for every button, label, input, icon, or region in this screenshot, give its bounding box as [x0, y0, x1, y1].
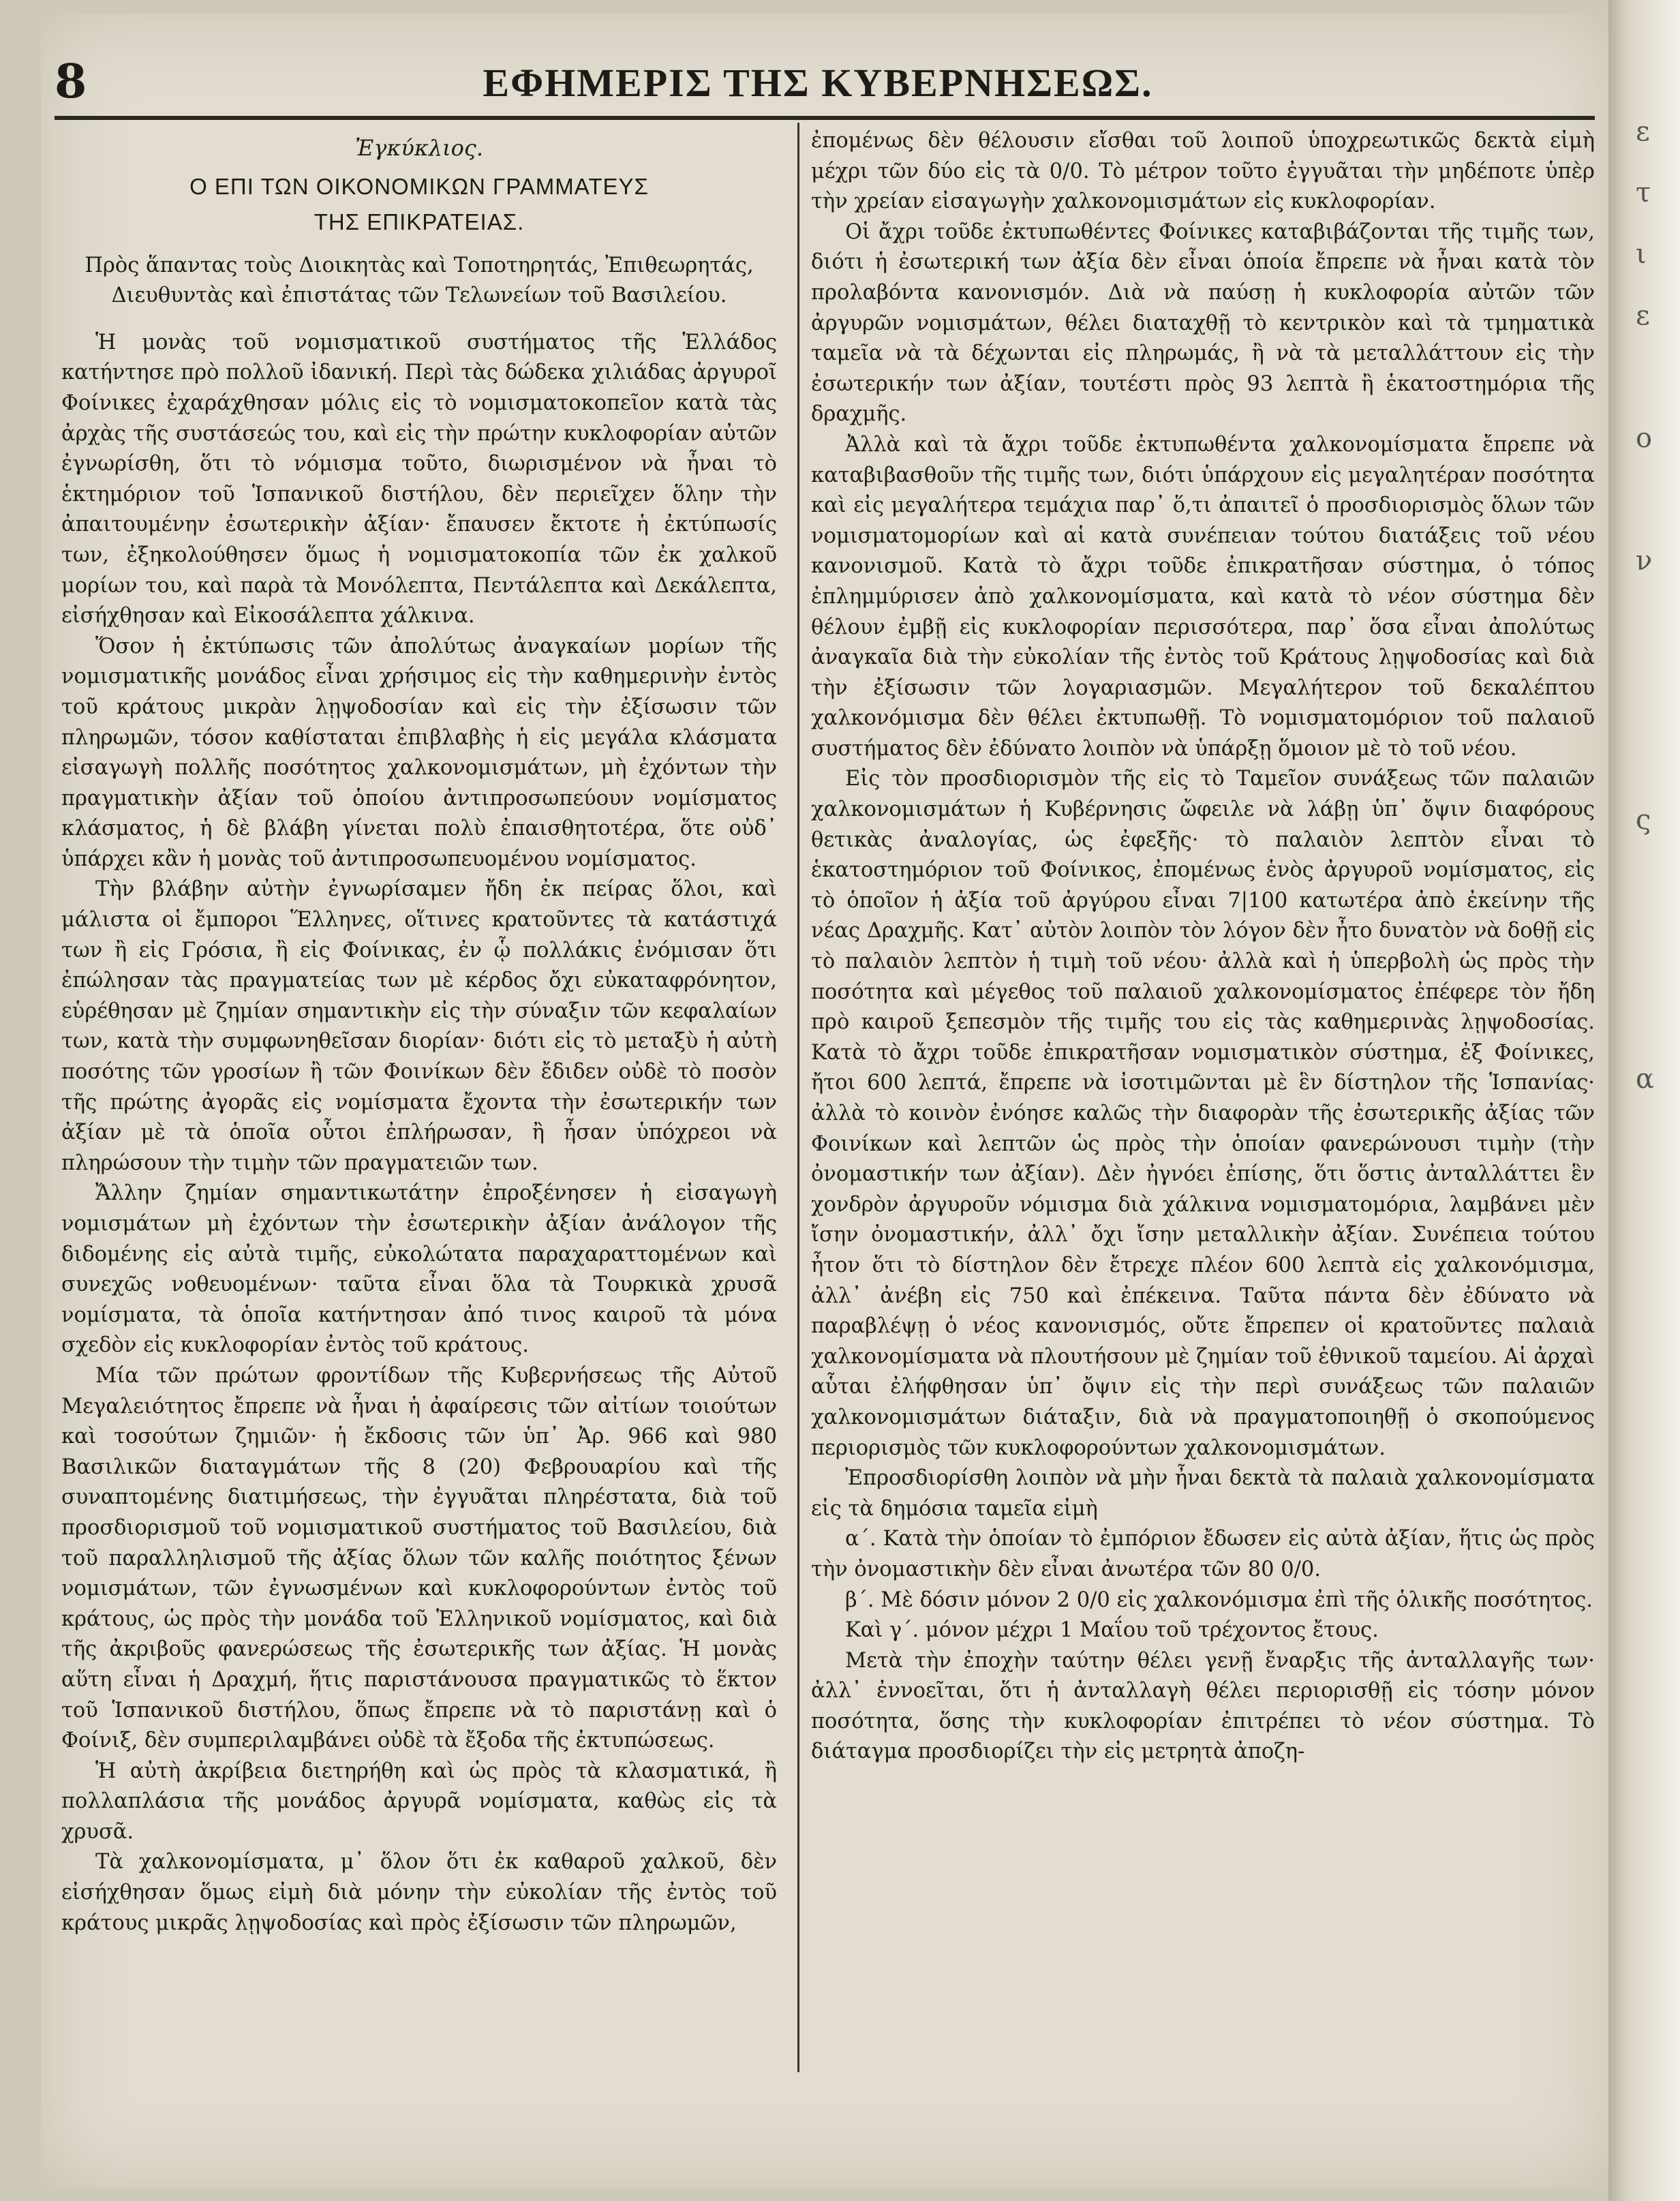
page-number: 8: [55, 55, 87, 109]
heading-line-1: Ο ΕΠΙ ΤΩΝ ΟΙΚΟΝΟΜΙΚΩΝ ΓΡΑΜΜΑΤΕΥΣ: [189, 173, 649, 199]
header-rule: [55, 116, 1595, 120]
paragraph: Τὴν βλάβην αὐτὴν ἐγνωρίσαμεν ἤδη ἐκ πείρας ὅλοι, καὶ μάλιστα οἱ ἔμποροι Ἕλληνες, οἵτινες κρατοῦντες τὰ κατάστιχά των ἢ εἰς Γρόσια, ἢ εἰς Φοίνικας, ἐν ᾧ πολλάκις ἐνόμισαν ὅτι ἐπώλησαν τὰς πραγματείας των μὲ κέρδος ὄχι εὐκαταφρόνητον, εὑρέθησαν μὲ ζημίαν σημαντικὴν εἰς τὴν σύναξιν τῶν κεφαλαίων των, κατὰ τὴν συμφωνηθεῖσαν διορίαν· διότι εἰς τὸ μεταξὺ ἡ αὐτὴ ποσότης τῶν γροσίων ἢ τῶν Φοινίκων δὲν ἔδιδεν οὐδὲ τὸ ποσὸν τῆς πρώτης ἀγορᾶς εἰς νομίσματα ἔχοντα τὴν ἐσωτερικήν των ἀξίαν μὲ τὰ ὁποῖα οὗτοι ἐπλήρωσαν, ἢ ἦσαν ὑπόχρεοι νὰ πληρώσουν τὴν τιμὴν τῶν πραγματειῶν των.: [61, 877, 777, 1175]
margin-char: ς: [1636, 804, 1651, 836]
paragraph: Ἡ μονὰς τοῦ νομισματικοῦ συστήματος τῆς Ἑλλάδος κατήντησε πρὸ πολλοῦ ἰδανική. Περὶ τὰς δώδεκα χιλιάδας ἀργυροῖ Φοίνικες ἐχαράχθησαν μόλις εἰς τὸ νομισματοκοπεῖον κατὰ τὰς ἀρχὰς τῆς συστάσεώς του, καὶ εἰς τὴν πρώτην κυκλοφορίαν αὐτῶν ἐγνωρίσθη, ὅτι τὸ νόμισμα τοῦτο, διωρισμένον νὰ ἦναι τὸ ἑκτημόριον τοῦ Ἱσπανικοῦ διστήλου, δὲν περιεῖχεν ὅλην τὴν ἀπαιτουμένην ἐσωτερικὴν ἀξίαν· ἔπαυσεν ἔκτοτε ἡ ἐκτύπωσίς των, ἐξηκολούθησεν ὅμως ἡ νομισματοκοπία τῶν ἐκ χαλκοῦ μορίων του, καὶ παρὰ τὰ Μονόλεπτα, Πεντάλεπτα καὶ Δεκάλεπτα, εἰσήχθησαν καὶ Εἰκοσάλεπτα χάλκινα.: [61, 330, 777, 628]
list-item: Καὶ γ΄. μόνον μέχρι 1 Μαΐου τοῦ τρέχοντος ἔτους.: [845, 1618, 1379, 1643]
newspaper-title: ΕΦΗΜΕΡΙΣ ΤΗΣ ΚΥΒΕΡΝΗΣΕΩΣ.: [483, 61, 1153, 105]
paragraph: Εἰς τὸν προσδιορισμὸν τῆς εἰς τὸ Ταμεῖον συνάξεως τῶν παλαιῶν χαλκονομισμάτων ἡ Κυβέρνησις ὤφειλε νὰ λάβῃ ὑπ᾽ ὄψιν διαφόρους θετικὰς ἀναλογίας, ὡς ἐφεξῆς· τὸ παλαιὸν λεπτὸν εἶναι τὸ ἑκατοστημόριον τοῦ Φοίνικος, ἐπομένως ἑνὸς ἀργυροῦ νομίσματος, εἰς τὸ ὁποῖον ἡ ἀξία τοῦ ἀργύρου εἶναι 7|100 κατωτέρα ἀπὸ ἐκείνην τῆς νέας Δραχμῆς. Κατ᾽ αὐτὸν λοιπὸν τὸν λόγον δὲν ἦτο δυνατὸν νὰ δοθῇ εἰς τὸ παλαιὸν λεπτὸν ἡ τιμὴ τοῦ νέου· ἀλλὰ καὶ ἡ ὑπερβολὴ ὡς πρὸς τὴν ποσότητα καὶ μέγεθος τοῦ παλαιοῦ χαλκονομίσματος ἐπέφερε τὸν ἤδη πρὸ καιροῦ ξεπεσμὸν τῆς τιμῆς του εἰς τὰς καθημερινὰς λῃψοδοσίας. Κατὰ τὸ ἄχρι τοῦδε ἐπικρατῆσαν νομισματικὸν σύστημα, ἐξ Φοίνικες, ἤτοι 600 λεπτά, ἔπρεπε νὰ ἰσοτιμῶνται μὲ ἓν δίστηλον τῆς Ἱσπανίας· ἀλλὰ τὸ κοινὸν ἐνόησε καλῶς τὴν διαφορὰν τῆς ἐσωτερικῆς ἀξίας τῶν Φοινίκων καὶ λεπτῶν ὡς πρὸς τὴν ὁποίαν φανερώνουσι τιμὴν (τὴν ὀνομαστικήν των ἀξίαν). Δὲν ἠγνόει ἐπίσης, ὅτι ὅστις ἀνταλλάττει ἓν χονδρὸν ἀργυροῦν νόμισμα διὰ χάλκινα νομισματομόρια, λαμβάνει μὲν ἴσην ὀνομαστικήν, ἀλλ᾽ ὄχι ἴσην μεταλλικὴν ἀξίαν. Συνέπεια τούτου ἦτον ὅτι τὸ δίστηλον δὲν ἔτρεχε πλέον 600 λεπτὰ εἰς χαλκονόμισμα, ἀλλ᾽ ἀνέβη εἰς 750 καὶ ἐπέκεινα. Ταῦτα πάντα δὲν ἐδύνατο νὰ παραβλέψῃ ὁ νέος κανονισμός, οὔτε ἔπρεπεν οἱ κρατοῦντες παλαιὰ χαλκονομίσματα νὰ πλουτήσουν μὲ ζημίαν τοῦ ἐθνικοῦ ταμείου. Αἱ ἀρχαὶ αὗται ἐλήφθησαν ὑπ᾽ ὄψιν εἰς τὴν περὶ συνάξεως τῶν παλαιῶν χαλκονομισμάτων διάταξιν, διὰ νὰ πραγματοποιηθῇ ὁ σκοπούμενος περιορισμὸς τῶν κυκλοφορούντων χαλκονομισμάτων.: [811, 767, 1595, 1460]
margin-char: ο: [1636, 423, 1653, 454]
newspaper-page: [41, 14, 1608, 2187]
list-item: α΄. Κατὰ τὴν ὁποίαν τὸ ἐμπόριον ἔδωσεν εἰς αὐτὰ ἀξίαν, ἥτις ὡς πρὸς τὴν ὀνομαστικὴν δὲν εἶναι ἀνωτέρα τῶν 80 0/0.: [811, 1527, 1595, 1581]
list-item: β΄. Μὲ δόσιν μόνον 2 0/0 εἰς χαλκονόμισμα ἐπὶ τῆς ὁλικῆς ποσότητος.: [845, 1588, 1593, 1612]
address-line: Πρὸς ἅπαντας τοὺς Διοικητὰς καὶ Τοποτηρητάς, Ἐπιθεωρητάς, Διευθυντὰς καὶ ἐπιστάτας τῶν Τελωνείων τοῦ Βασιλείου.: [85, 253, 754, 308]
paragraph: Μετὰ τὴν ἐποχὴν ταύτην θέλει γενῇ ἔναρξις τῆς ἀνταλλαγῆς των· ἀλλ᾽ ἐννοεῖται, ὅτι ἡ ἀνταλλαγὴ θέλει περιορισθῇ εἰς τόσην μόνον ποσότητα, ὅσης τὴν κυκλοφορίαν ἐπιτρέπει τὸ νέον σύστημα. Τὸ διάταγμα προσδιορίζει τὴν εἰς μετρητὰ ἀποζη-: [811, 1648, 1595, 1764]
margin-char: ε: [1636, 116, 1650, 147]
column-divider: [797, 123, 799, 2072]
margin-char: ε: [1636, 300, 1650, 331]
paragraph: Ἀλλὰ καὶ τὰ ἄχρι τοῦδε ἐκτυπωθέντα χαλκονομίσματα ἔπρεπε νὰ καταβιβασθοῦν τῆς τιμῆς των, διότι ὑπάρχουν εἰς μεγαλητέραν ποσότητα καὶ εἰς μεγαλήτερα τεμάχια παρ᾽ ὅ,τι ἀπαιτεῖ ὁ προσδιορισμὸς ὅλων τῶν νομισματομορίων καὶ αἱ κατὰ συνέπειαν τούτου διατάξεις τοῦ νέου κανονισμοῦ. Κατὰ τὸ ἄχρι τοῦδε ἐπικρατῆσαν σύστημα, ὁ τόπος ἐπλημμύρισεν ἀπὸ χαλκονομίσματα, καὶ κατὰ τὸ νέον σύστημα δὲν θέλουν ἐμβῇ εἰς κυκλοφορίαν περισσότερα, παρ᾽ ὅσα εἶναι ἀπολύτως ἀναγκαῖα διὰ τὴν εὐκολίαν τῆς ἐντὸς τοῦ Κράτους λῃψοδοσίας καὶ διὰ τὴν ἐξίσωσιν τῶν λογαριασμῶν. Μεγαλήτερον τοῦ δεκαλέπτου χαλκονόμισμα δὲν θέλει ἐκτυπωθῇ. Τὸ νομισματομόριον τοῦ παλαιοῦ συστήματος δὲν ἐδύνατο λοιπὸν νὰ ὑπάρξῃ ὅμοιον μὲ τὸ τοῦ νέου.: [811, 432, 1595, 761]
margin-char: ν: [1636, 545, 1653, 577]
paragraph: Μία τῶν πρώτων φροντίδων τῆς Κυβερνήσεως τῆς Αὐτοῦ Μεγαλειότητος ἔπρεπε νὰ ἦναι ἡ ἀφαίρεσις τῶν αἰτίων τοιούτων καὶ τοσούτων ζημιῶν· ἡ ἔκδοσις τῶν ὑπ᾽ Ἀρ. 966 καὶ 980 Βασιλικῶν διαταγμάτων τῆς 8 (20) Φεβρουαρίου καὶ τῆς συναπτομένης διατιμήσεως, τὴν ἐγγυᾶται πληρέστατα, διὰ τοῦ προσδιορισμοῦ τοῦ νομισματικοῦ συστήματος τοῦ Βασιλείου, διὰ τοῦ παραλληλισμοῦ τῆς ἀξίας ὅλων τῶν καλῆς ποιότητος ξένων νομισμάτων, τῶν ἐγνωσμένων καὶ κυκλοφορούντων ἐντὸς τοῦ κράτους, ὡς πρὸς τὴν μονάδα τοῦ Ἑλληνικοῦ νομίσματος, καὶ διὰ τῆς ἀκριβοῦς φανερώσεως τῆς ἐσωτερικῆς των ἀξίας. Ἡ μονὰς αὕτη εἶναι ἡ Δραχμή, ἥτις παριστάνουσα πραγματικῶς τὸ ἕκτον τοῦ Ἱσπανικοῦ διστήλου, ὅπως ἔπρεπε νὰ τὸ παριστάνῃ καὶ ὁ Φοίνιξ, δὲν συμπεριλαμβάνει οὐδὲ τὰ ἔξοδα τῆς ἐκτυπώσεως.: [61, 1363, 777, 1753]
circular-label: Ἐγκύκλιος.: [354, 135, 484, 161]
paragraph: Οἱ ἄχρι τοῦδε ἐκτυπωθέντες Φοίνικες καταβιβάζονται τῆς τιμῆς των, διότι ἡ ἐσωτερική των ἀξία δὲν εἶναι ὁποία ἔπρεπε νὰ ἦναι κατὰ τὸν προλαβόντα κανονισμόν. Διὰ νὰ παύσῃ ἡ κυκλοφορία αὐτῶν τῶν ἀργυρῶν νομισμάτων, θέλει διαταχθῇ τὸ κεντρικὸν καὶ τὰ τμηματικὰ ταμεῖα νὰ τὰ δέχωνται εἰς πληρωμάς, ἢ νὰ τὰ μεταλλάττουν εἰς τὴν ἐσωτερικήν των ἀξίαν, τουτέστι πρὸς 93 λεπτὰ ἢ ἑκατοστημόρια τῆς δραχμῆς.: [811, 219, 1595, 427]
right-column: [811, 126, 1595, 1767]
paragraph: ἐπομένως δὲν θέλουσιν εἴσθαι τοῦ λοιποῦ ὑποχρεωτικῶς δεκτὰ εἰμὴ μέχρι τῶν δύο εἰς τὰ 0/0. Τὸ μέτρον τοῦτο ἐγγυᾶται τὴν μηδέποτε ὑπὲρ τὴν χρείαν εἰσαγωγὴν χαλκονομισμάτων εἰς κυκλοφορίαν.: [811, 129, 1595, 214]
margin-char: α: [1636, 1063, 1655, 1095]
next-page-edge: [1608, 0, 1680, 2201]
page-header: [41, 41, 1608, 116]
left-column: [61, 126, 777, 1939]
heading-line-2: ΤΗΣ ΕΠΙΚΡΑΤΕΙΑΣ.: [314, 209, 525, 234]
margin-char: ι: [1636, 239, 1647, 270]
paragraph: Ἐπροσδιορίσθη λοιπὸν νὰ μὴν ἦναι δεκτὰ τὰ παλαιὰ χαλκονομίσματα εἰς τὰ δημόσια ταμεῖα εἰμὴ: [811, 1466, 1595, 1521]
margin-char: τ: [1636, 177, 1651, 209]
paragraph: Τὰ χαλκονομίσματα, μ᾽ ὅλον ὅτι ἐκ καθαροῦ χαλκοῦ, δὲν εἰσήχθησαν ὅμως εἰμὴ διὰ μόνην τὴν εὐκολίαν τῆς ἐντὸς τοῦ κράτους μικρᾶς λῃψοδοσίας καὶ πρὸς ἐξίσωσιν τῶν πληρωμῶν,: [61, 1850, 777, 1935]
paragraph: Ἡ αὐτὴ ἀκρίβεια διετηρήθη καὶ ὡς πρὸς τὰ κλασματικά, ἢ πολλαπλάσια τῆς μονάδος ἀργυρᾶ νομίσματα, καθὼς εἰς τὰ χρυσᾶ.: [61, 1759, 777, 1844]
paragraph: Ἄλλην ζημίαν σημαντικωτάτην ἐπροξένησεν ἡ εἰσαγωγὴ νομισμάτων μὴ ἐχόντων τὴν ἐσωτερικὴν ἀξίαν ἀνάλογον τῆς διδομένης εἰς αὐτὰ τιμῆς, εὐκολώτατα παραχαραττομένων καὶ συνεχῶς νοθευομένων· ταῦτα εἶναι ὅλα τὰ Τουρκικὰ χρυσᾶ νομίσματα, τὰ ὁποῖα κατήντησαν ἀπό τινος καιροῦ τὰ μόνα σχεδὸν εἰς κυκλοφορίαν ἐντὸς τοῦ κράτους.: [61, 1181, 777, 1358]
paragraph: Ὅσον ἡ ἐκτύπωσις τῶν ἀπολύτως ἀναγκαίων μορίων τῆς νομισματικῆς μονάδος εἶναι χρήσιμος εἰς τὴν καθημερινὴν ἐντὸς τοῦ κράτους μικρὰν λῃψοδοσίαν καὶ εἰς τὴν ἐξίσωσιν τῶν πληρωμῶν, τόσον καθίσταται ἐπιβλαβὴς ἡ εἰς μεγάλα κλάσματα εἰσαγωγὴ πολλῆς ποσότητος χαλκονομισμάτων, μὴ ἐχόντων τὴν πραγματικὴν ἀξίαν τοῦ ὁποίου ἀντιπροσωπεύουν νομίσματος κλάσματος, ἡ δὲ βλάβη γίνεται πολὺ ἐπαισθητοτέρα, ὅτε οὐδ᾽ ὑπάρχει κἂν ἡ μονὰς τοῦ ἀντιπροσωπευομένου νομίσματος.: [61, 634, 777, 871]
